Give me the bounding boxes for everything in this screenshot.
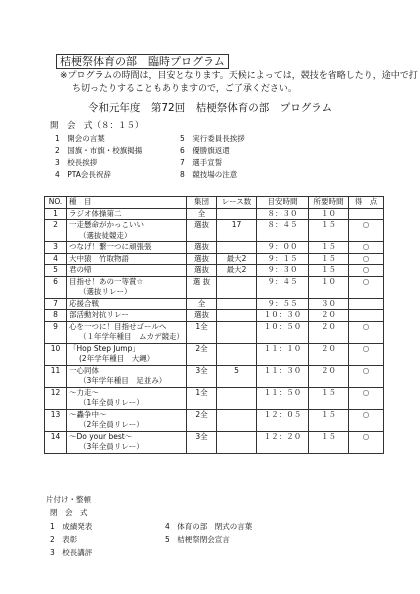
start-time: ８：３０ [257, 208, 309, 220]
row-number: 8 [45, 310, 67, 322]
duration-cell: １５ [309, 265, 349, 277]
group-cell: 2全 [187, 409, 217, 431]
start-time: ９：１５ [257, 253, 309, 265]
event-name: ～轟争中～ （2年全員リレー） [67, 409, 187, 431]
event-name: ラジオ体操第二 [67, 208, 187, 220]
group-cell: 1全 [187, 321, 217, 343]
group-cell: 選抜 [187, 310, 217, 322]
row-number: 7 [45, 298, 67, 310]
duration-cell: １０ [309, 276, 349, 298]
table-row [45, 276, 384, 298]
start-time: １２：０５ [257, 409, 309, 431]
opening-item: 1 開会の言葉 [55, 134, 105, 143]
table-header-row [45, 197, 384, 209]
event-name: つなげ！繋一つに頑張張 [67, 242, 187, 254]
cleanup-note: 片付け・整頓 [46, 495, 91, 504]
score-cell: ○ [349, 276, 384, 298]
row-number: 2 [45, 220, 67, 242]
race-count [217, 298, 257, 310]
race-count [217, 208, 257, 220]
event-subtitle: (2年学年種目 大縄） [79, 354, 155, 363]
notice-line-1: ※プログラムの時間は，目安となります。天候によっては，競技を省略したり，途中で打 [60, 71, 418, 81]
score-cell: ○ [349, 265, 384, 277]
race-count [217, 310, 257, 322]
score-cell [349, 208, 384, 220]
page-heading: 桔梗祭体育の部 臨時プログラム [56, 54, 229, 69]
score-cell: ○ [349, 409, 384, 431]
start-time: １０：３０ [257, 310, 309, 322]
opening-item: 8 競技場の注意 [180, 170, 238, 179]
event-subtitle: （2年全員リレー） [79, 420, 144, 429]
event-name: ～力走～ （1年全員リレー） [67, 387, 187, 409]
duration-cell: ２０ [309, 310, 349, 322]
closing-item: 3 校長講評 [50, 548, 93, 557]
start-time: ９：５５ [257, 298, 309, 310]
score-cell: ○ [349, 242, 384, 254]
row-number: 3 [45, 242, 67, 254]
closing-item: 1 成績発表 [50, 522, 93, 531]
closing-item: 5 桔梗祭閉会宣言 [165, 535, 230, 544]
race-count [217, 387, 257, 409]
event-name: 応援合戦 [67, 298, 187, 310]
group-cell: 選抜 [187, 253, 217, 265]
event-name: 一走懸命がかっこいい （選抜徒競走） [67, 220, 187, 242]
duration-cell: １５ [309, 387, 349, 409]
duration-cell: ３０ [309, 298, 349, 310]
event-subtitle: （選抜リレー） [79, 287, 132, 296]
race-count: 最大2 [217, 265, 257, 277]
score-cell: ○ [349, 253, 384, 265]
column-header: 集団 [187, 197, 217, 209]
event-name: 大中猿 竹取物語 [67, 253, 187, 265]
duration-cell: １５ [309, 242, 349, 254]
group-cell: 3全 [187, 365, 217, 387]
opening-item: 6 優勝旗返還 [180, 146, 230, 155]
group-cell: 選抜 [187, 220, 217, 242]
event-name: 「Hop Step Jump」 (2年学年種目 大縄） [67, 343, 187, 365]
row-number: 13 [45, 409, 67, 431]
table-row [45, 365, 384, 387]
start-time: １１：１０ [257, 343, 309, 365]
score-cell: ○ [349, 220, 384, 242]
column-header: NO. [45, 197, 67, 209]
score-cell: ○ [349, 387, 384, 409]
group-cell: 2全 [187, 343, 217, 365]
row-number: 12 [45, 387, 67, 409]
race-count: 17 [217, 220, 257, 242]
duration-cell: １５ [309, 253, 349, 265]
event-subtitle: （１年学年種目 ムカデ競走） [79, 332, 184, 341]
row-number: 10 [45, 343, 67, 365]
table-row [45, 265, 384, 277]
score-cell: ○ [349, 365, 384, 387]
event-name: ～Do your best～ （3年全員リレー） [67, 431, 187, 453]
duration-cell: １５ [309, 220, 349, 242]
table-row [45, 242, 384, 254]
race-count: 最大2 [217, 253, 257, 265]
race-count [217, 431, 257, 453]
table-row [45, 321, 384, 343]
event-name: 心を一つに！目指せゴールへ （１年学年種目 ムカデ競走） [67, 321, 187, 343]
row-number: 6 [45, 276, 67, 298]
table-row [45, 387, 384, 409]
start-time: ９：４５ [257, 276, 309, 298]
opening-item: 3 校長挨拶 [55, 158, 98, 167]
group-cell: 選 抜 [187, 276, 217, 298]
notice-line-2: ち切ったりすることもありますので，ご了承ください。 [72, 84, 297, 94]
row-number: 9 [45, 321, 67, 343]
score-cell: ○ [349, 321, 384, 343]
event-subtitle: （1年全員リレー） [79, 398, 144, 407]
closing-item: 4 体育の部 閉式の言葉 [165, 522, 253, 531]
column-header: 得 点 [349, 197, 384, 209]
group-cell: 選抜 [187, 265, 217, 277]
table-row [45, 253, 384, 265]
column-header: 種 目 [67, 197, 187, 209]
opening-item: 4 PTA会長祝辞 [55, 170, 111, 179]
race-count [217, 343, 257, 365]
row-number: 11 [45, 365, 67, 387]
opening-item: 7 選手宣誓 [180, 158, 223, 167]
table-row [45, 343, 384, 365]
column-header: 目安時間 [257, 197, 309, 209]
event-name: 君の帰 [67, 265, 187, 277]
duration-cell: ２０ [309, 321, 349, 343]
race-count [217, 242, 257, 254]
event-subtitle: （3年学年種目 足並み） [79, 376, 167, 385]
duration-cell: ２０ [309, 343, 349, 365]
score-cell: ○ [349, 343, 384, 365]
group-cell: 全 [187, 208, 217, 220]
event-subtitle: （選抜徒競走） [79, 230, 132, 240]
row-number: 5 [45, 265, 67, 277]
duration-cell: １０ [309, 208, 349, 220]
start-time: １２：２０ [257, 431, 309, 453]
column-header: 所要時間 [309, 197, 349, 209]
start-time: １１：３０ [257, 365, 309, 387]
row-number: 14 [45, 431, 67, 453]
start-time: ９：３０ [257, 265, 309, 277]
table-row [45, 310, 384, 322]
opening-item: 2 国旗・市旗・校旗掲揚 [55, 146, 143, 155]
group-cell: 選抜 [187, 242, 217, 254]
score-cell [349, 310, 384, 322]
table-row [45, 208, 384, 220]
race-count [217, 276, 257, 298]
schedule-table [44, 196, 384, 454]
row-number: 1 [45, 208, 67, 220]
closing-item: 2 表彰 [50, 535, 78, 544]
duration-cell: ２０ [309, 365, 349, 387]
opening-item: 5 実行委員長挨拶 [180, 134, 245, 143]
table-row [45, 431, 384, 453]
start-time: ９：００ [257, 242, 309, 254]
start-time: １０：５０ [257, 321, 309, 343]
program-title: 令和元年度 第72回 桔梗祭体育の部 プログラム [87, 102, 333, 114]
table-row [45, 220, 384, 242]
race-count [217, 409, 257, 431]
opening-ceremony-header: 開 会 式（８：１５） [50, 121, 144, 131]
event-name: 目指せ！あの一等賞☆ （選抜リレー） [67, 276, 187, 298]
duration-cell: １５ [309, 431, 349, 453]
event-name: 部活動対抗リレー [67, 310, 187, 322]
row-number: 4 [45, 253, 67, 265]
group-cell: 全 [187, 298, 217, 310]
start-time: ８：４５ [257, 220, 309, 242]
event-name: 一心同体 （3年学年種目 足並み） [67, 365, 187, 387]
table-row [45, 409, 384, 431]
closing-ceremony-header: 閉 会 式 [50, 508, 88, 517]
column-header: レース数 [217, 197, 257, 209]
group-cell: 1全 [187, 387, 217, 409]
score-cell: ○ [349, 431, 384, 453]
race-count [217, 321, 257, 343]
score-cell [349, 298, 384, 310]
event-subtitle: （3年全員リレー） [79, 442, 144, 451]
group-cell: 3全 [187, 431, 217, 453]
race-count: 5 [217, 365, 257, 387]
table-row [45, 298, 384, 310]
duration-cell: １５ [309, 409, 349, 431]
start-time: １１：５０ [257, 387, 309, 409]
